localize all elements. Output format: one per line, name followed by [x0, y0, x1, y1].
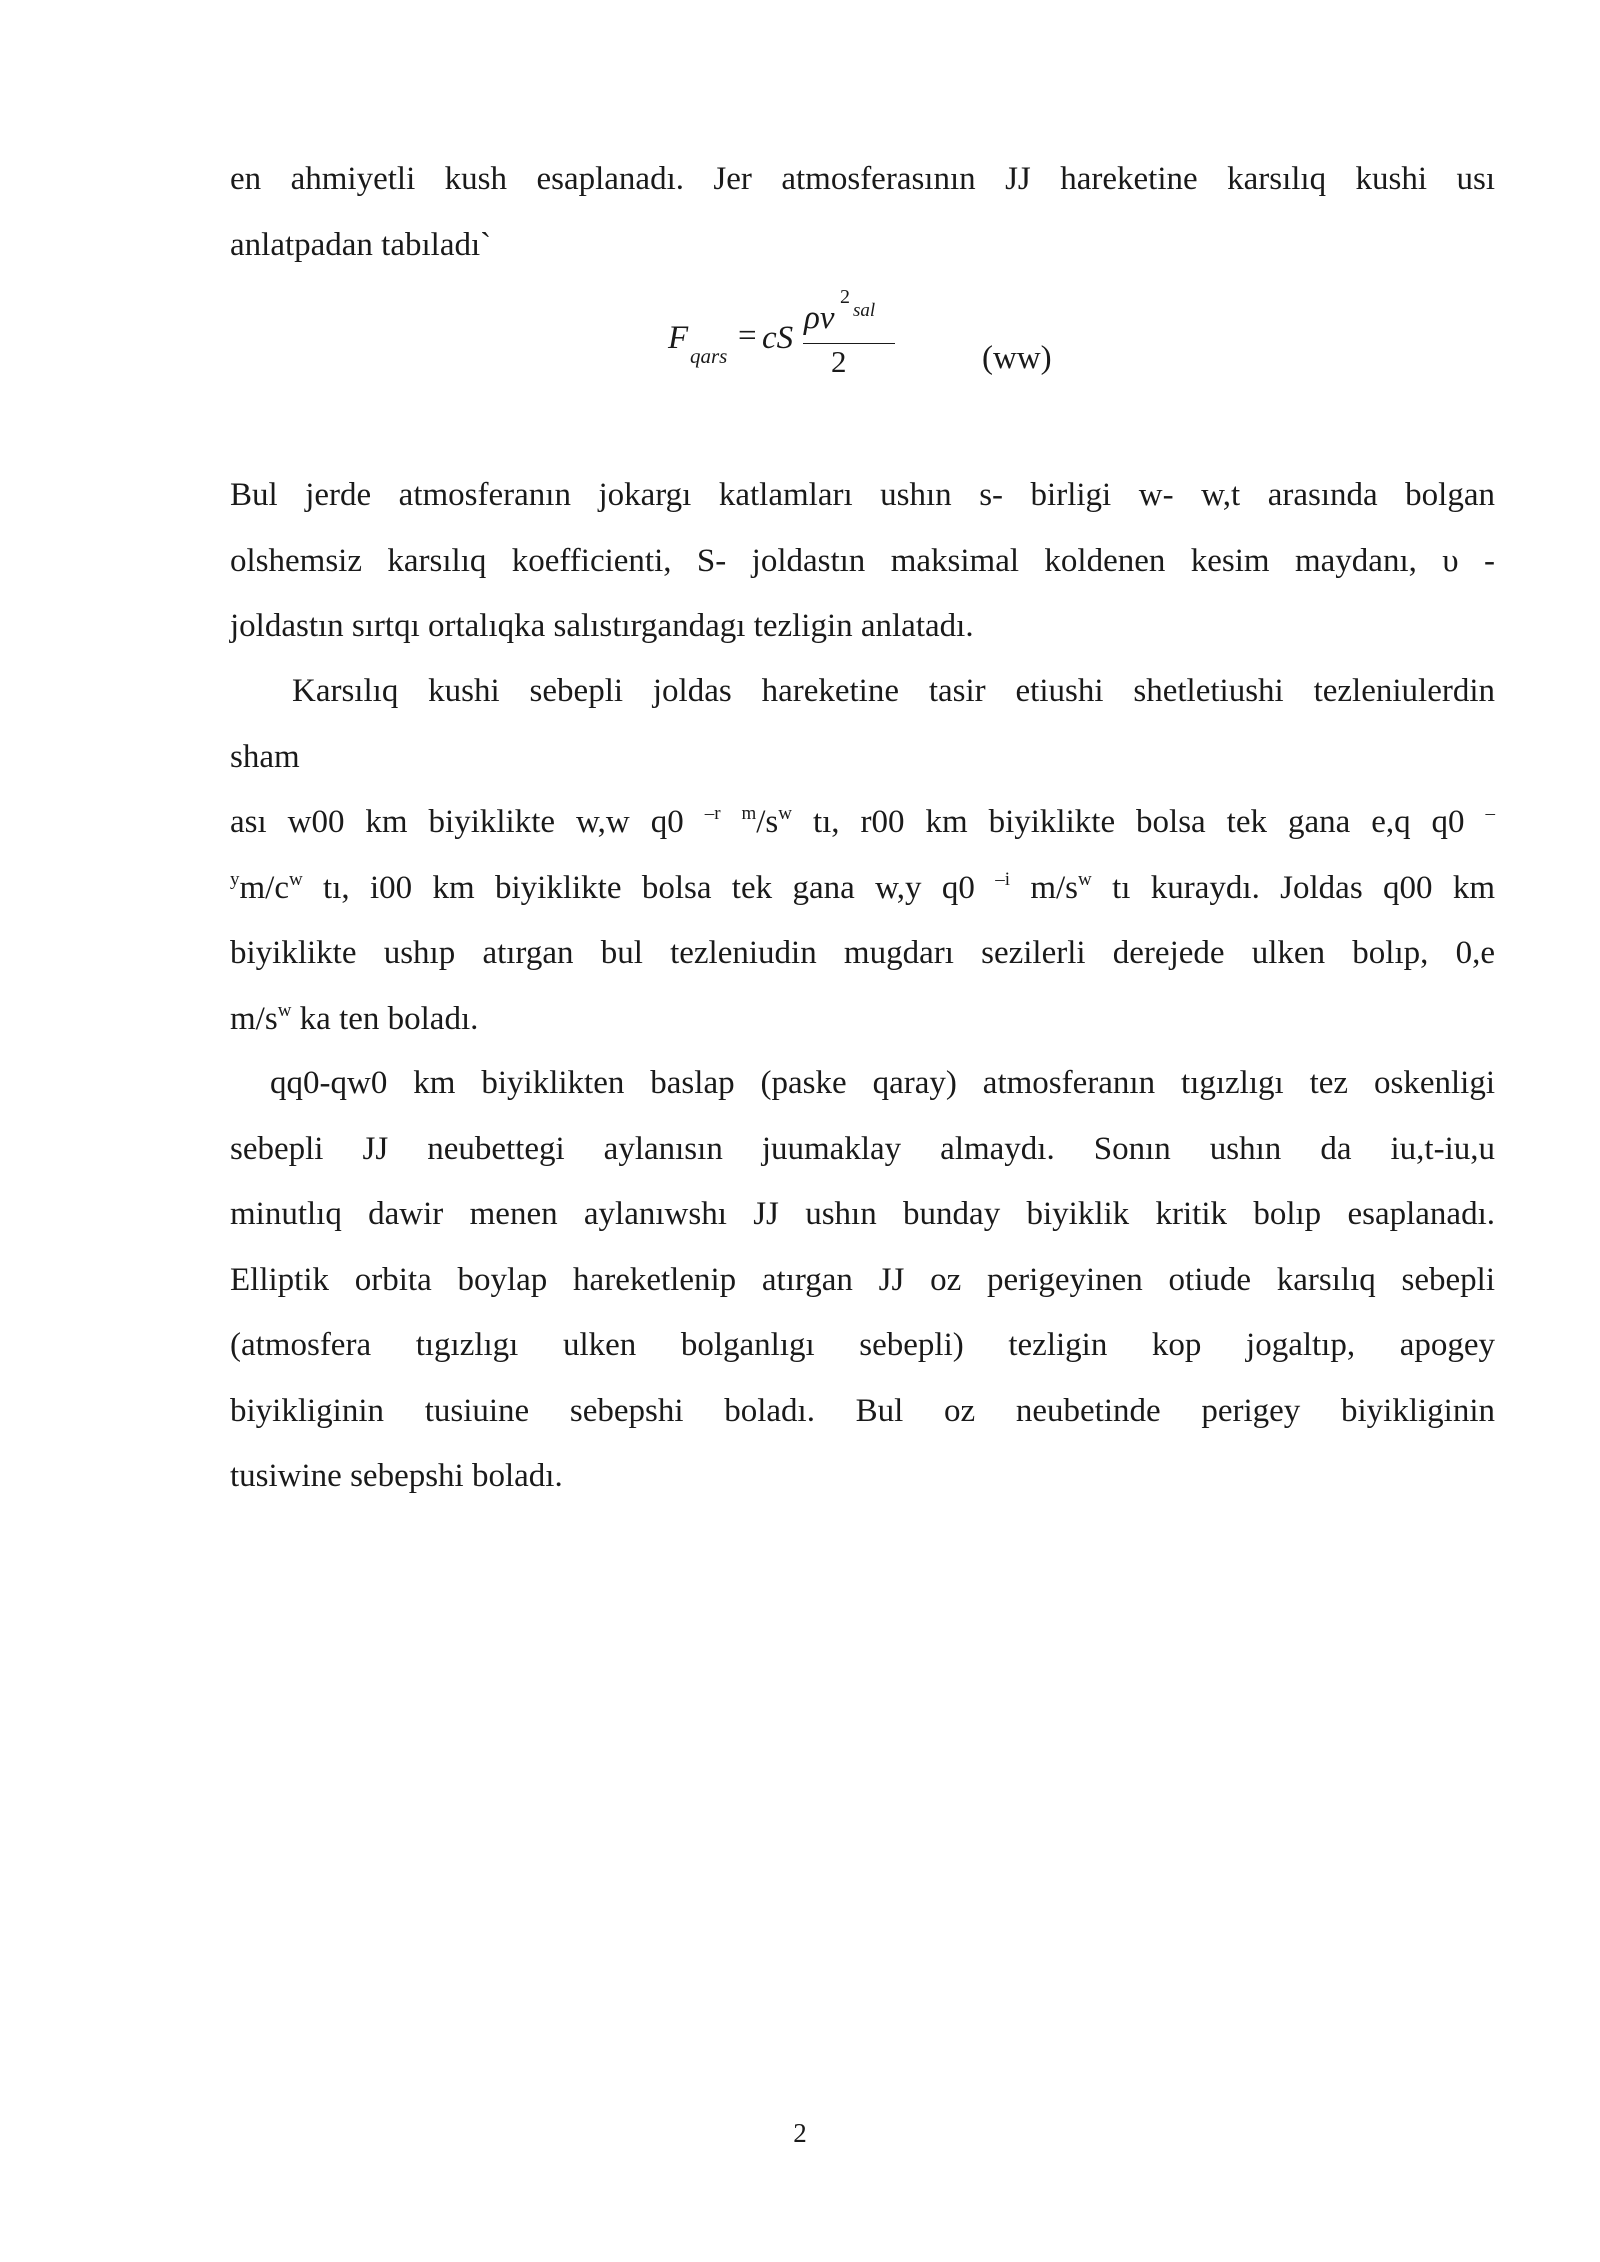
superscript: w [288, 868, 303, 890]
text-run: /s [756, 804, 779, 840]
superscript: –i [995, 868, 1010, 890]
text-line: Bul jerde atmosferanın jokargı katlamları ushın s- birligi w- w,t arasında bolgan [230, 477, 1495, 513]
formula-equals: = [738, 318, 757, 354]
superscript: y [230, 868, 240, 890]
text-run: m/s [1010, 869, 1079, 906]
text-line: biyikliginin tusiuine sebepshi boladı. Bul oz neubetinde perigey biyikliginin [230, 1392, 1495, 1429]
text-line [230, 790, 1495, 856]
text-line: olshemsiz karsılıq koefficienti, S- joldastın maksimal koldenen kesim maydanı, υ - [230, 542, 1495, 579]
text-line: Elliptik orbita boylap hareketlenip atırgan JJ oz perigeyinen otiude karsılıq sebepli [230, 1261, 1495, 1298]
superscript: w [778, 803, 793, 824]
superscript: – [1485, 803, 1496, 824]
page-number: 2 [793, 2118, 807, 2148]
formula-denominator: 2 [831, 344, 847, 379]
text-line: (atmosfera tıgızlıgı ulken bolganlıgı sebepli) tezligin kop jogaltıp, apogey [230, 1327, 1495, 1363]
text-run: tı, r00 km biyiklikte bolsa tek gana e,q q0 [792, 804, 1486, 840]
paragraph-intro [230, 147, 1495, 278]
text-line: qq0-qw0 km biyiklikten baslap (paske qaray) atmosferanın tıgızlıgı tez oskenligi [270, 1065, 1495, 1101]
paragraph-acceleration [230, 659, 1495, 1052]
text-line: sham [230, 738, 300, 775]
formula-exponent: 2 [840, 286, 850, 308]
text-run: ası w00 km biyiklikte w,w q0 [230, 804, 705, 840]
superscript: –r [704, 803, 721, 824]
formula-numerator: ρv [804, 300, 835, 336]
text-run: m/s [230, 1000, 278, 1037]
text-line [230, 856, 1495, 922]
paragraph-critical-altitude [230, 1051, 1495, 1510]
text-line: anlatpadan tabıladı` [230, 226, 492, 263]
superscript: w [1078, 868, 1092, 890]
paragraph-definitions [230, 463, 1495, 660]
text-run: tı, i00 km biyiklikte bolsa tek gana w,y q0 [302, 869, 996, 906]
formula-subscript: qars [690, 344, 728, 368]
superscript: m [741, 803, 757, 824]
text-line: biyiklikte ushıp atırgan bul tezleniudin mugdarı sezilerli derejede ulken bolıp, 0,e [230, 935, 1495, 971]
text-line: Karsılıq kushi sebepli joldas hareketine tasir etiushi shetletiushi tezleniulerdin [292, 673, 1495, 709]
text-line [230, 987, 1495, 1053]
superscript: w [277, 999, 292, 1021]
text-run [721, 804, 742, 840]
formula-fraction-bar [803, 343, 895, 344]
text-line: joldastın sırtqı ortalıqka salıstırgandagı tezligin anlatadı. [230, 608, 974, 644]
formula-coefficient: cS [762, 320, 794, 356]
text-run: tı kuraydı. Joldas q00 km [1091, 869, 1496, 906]
formula-velocity-subscript: sal [853, 300, 876, 321]
text-line: minutlıq dawir menen aylanıwshı JJ ushın bunday biyiklik kritik bolıp esaplanadı. [230, 1196, 1495, 1232]
text-line: en ahmiyetli kush esaplanadı. Jer atmosferasının JJ hareketine karsılıq kushi usı [230, 161, 1495, 197]
text-line: sebepli JJ neubettegi aylanısın juumaklay almaydı. Sonın ushın da iu,t-iu,u [230, 1130, 1495, 1167]
equation-number: (ww) [982, 340, 1052, 376]
text-run: ka ten boladı. [291, 1000, 479, 1037]
text-run: m/c [239, 869, 289, 906]
formula-force-symbol: F [668, 320, 689, 356]
text-line: tusiwine sebepshi boladı. [230, 1458, 563, 1494]
